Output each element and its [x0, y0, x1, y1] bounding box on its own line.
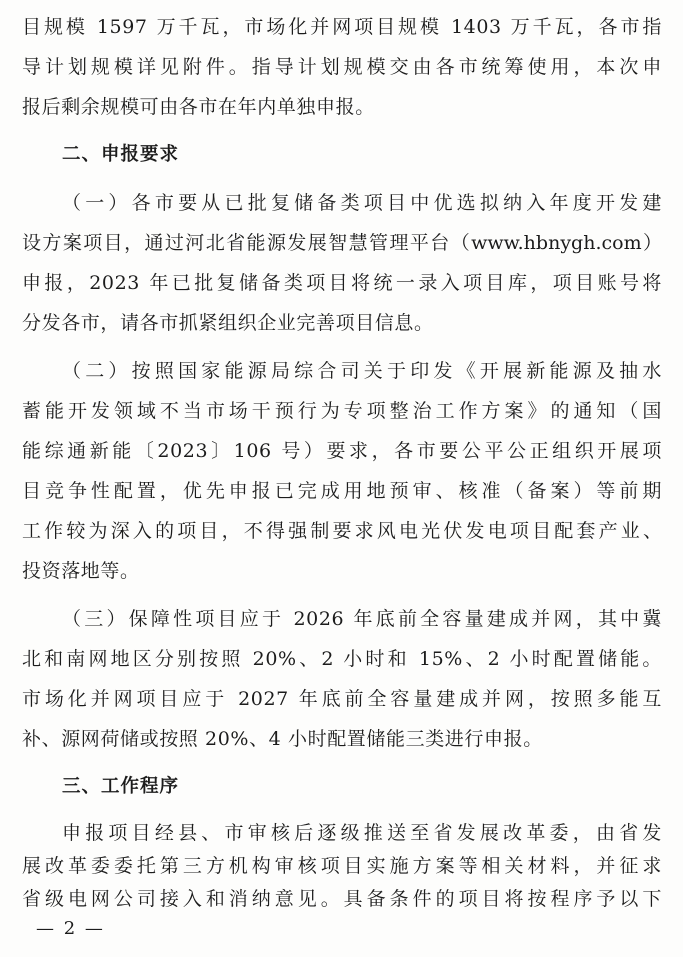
body-line: 蓄能开发领域不当市场干预行为专项整治工作方案》的通知（国	[22, 400, 662, 422]
body-line: 导计划规模详见附件。指导计划规模交由各市统筹使用，本次申	[22, 56, 662, 78]
section-heading-procedure: 三、工作程序	[62, 776, 180, 797]
body-line: 补、源网荷储或按照 20%、4 小时配置储能三类进行申报。	[22, 728, 543, 750]
body-line: 目竞争性配置，优先申报已完成用地预审、核准（备案）等前期	[22, 480, 662, 502]
page-number: — 2 —	[36, 918, 105, 939]
body-line: 申报项目经县、市审核后逐级推送至省发展改革委，由省发	[62, 822, 662, 844]
body-line: 申报，2023 年已批复储备类项目将统一录入项目库，项目账号将	[22, 272, 662, 294]
body-line: 设方案项目，通过河北省能源发展智慧管理平台（www.hbnygh.com）	[22, 232, 662, 254]
body-line: 展改革委委托第三方机构审核项目实施方案等相关材料，并征求	[22, 855, 662, 877]
body-line: 省级电网公司接入和消纳意见。具备条件的项目将按程序予以下	[22, 888, 662, 910]
body-line: （一）各市要从已批复储备类项目中优选拟纳入年度开发建	[62, 192, 662, 214]
section-heading-requirements: 二、申报要求	[62, 144, 180, 165]
body-line: 分发各市，请各市抓紧组织企业完善项目信息。	[22, 312, 434, 334]
body-line: （二）按照国家能源局综合司关于印发《开展新能源及抽水	[62, 360, 662, 382]
body-line: 工作较为深入的项目，不得强制要求风电光伏发电项目配套产业、	[22, 520, 662, 542]
body-line: 市场化并网项目应于 2027 年底前全容量建成并网，按照多能互	[22, 688, 662, 710]
body-line: 投资落地等。	[22, 560, 140, 582]
body-line: 能综通新能〔2023〕106 号）要求，各市要公平公正组织开展项	[22, 440, 662, 462]
body-line: 目规模 1597 万千瓦，市场化并网项目规模 1403 万千瓦，各市指	[22, 16, 662, 38]
body-line: 报后剩余规模可由各市在年内单独申报。	[22, 96, 375, 118]
body-line: 北和南网地区分别按照 20%、2 小时和 15%、2 小时配置储能。	[22, 648, 662, 670]
body-line: （三）保障性项目应于 2026 年底前全容量建成并网，其中冀	[62, 608, 662, 630]
